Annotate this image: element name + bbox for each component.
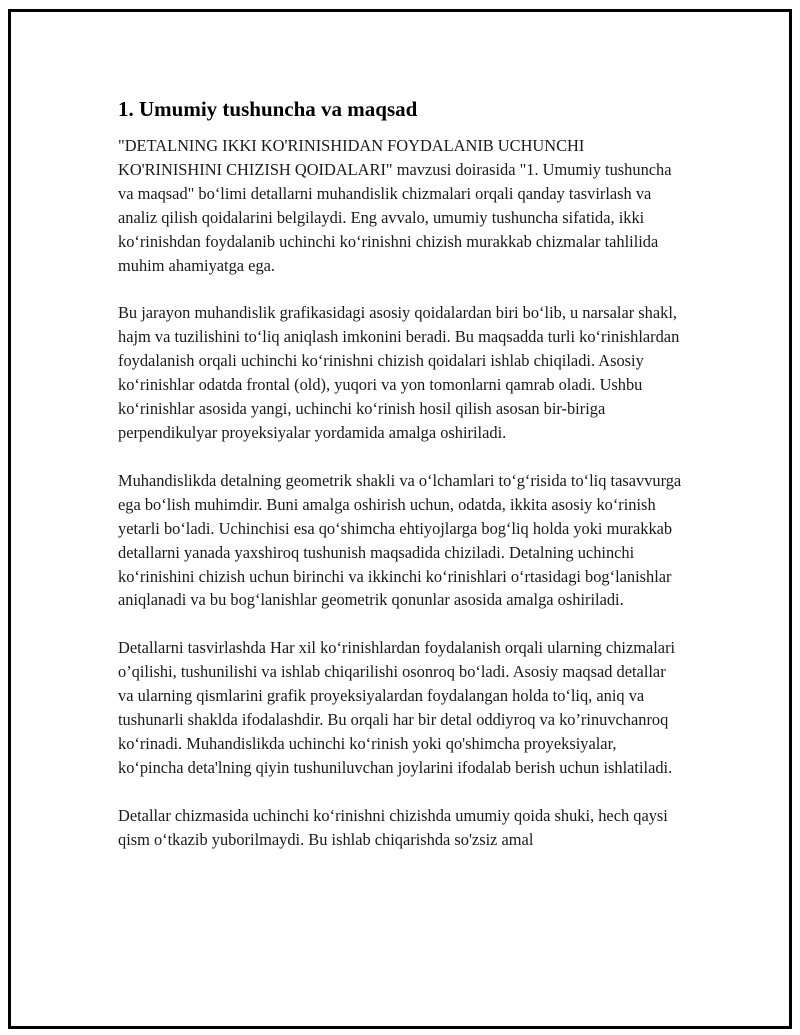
paragraph-3: Muhandislikda detalning geometrik shakli va o‘lchamlari to‘g‘risida to‘liq tasavvurga ega bo‘lish muhimdir. Buni amalga oshirish uchun, odatda, ikkita asosiy ko‘rinish yetarli bo‘ladi. Uchinchisi esa qo‘shimcha ehtiyojlarga bog‘liq holda yoki murakkab detallarni yanada yaxshiroq tushunish maqsadida chiziladi. Detalning uchinchi ko‘rinishini chizish uchun birinchi va ikkinchi ko‘rinishlari o‘rtasidagi bog‘lanishlar aniqlanadi va bu bog‘lanishlar geometrik qonunlar asosida amalga oshiriladi. (118, 470, 682, 610)
paragraph-5: Detallar chizmasida uchinchi ko‘rinishni chizishda umumiy qoida shuki, hech qaysi qism o‘tkazib yuborilmaydi. Bu ishlab chiqarishda so'zsiz amal (118, 805, 668, 849)
paragraph-4: Detallarni tasvirlashda Har xil ko‘rinishlardan foydalanish orqali ularning chizmalari o’qilishi, tushunilishi va ishlab chiqarilishi osonroq bo‘ladi. Asosiy maqsad detallar va ularning qismlarini grafik proyeksiyalardan foydalangan holda to‘liq, aniq va tushunarli shaklda ifodalashdir. Bu orqali har bir detal oddiyroq va ko’rinuvchanroq ko‘rinadi. Muhandislikda uchinchi ko‘rinish yoki qo'shimcha proyeksiyalar, ko‘pincha deta'lning qiyin tushuniluvchan joylarini ifodalab berish uchun ishlatiladi. (118, 638, 676, 777)
document-body (118, 94, 683, 876)
paragraph-2: Bu jarayon muhandislik grafikasidagi asosiy qoidalardan biri bo‘lib, u narsalar shakl, hajm va tuzilishini to‘liq aniqlash imkonini beradi. Bu maqsadda turli ko‘rinishlardan foydalanish orqali uchinchi ko‘rinishni chizish qoidalari ishlab chiqiladi. Asosiy ko‘rinishlar odatda frontal (old), yuqori va yon tomonlarni qamrab oladi. Ushbu ko‘rinishlar asosida yangi, uchinchi ko‘rinish hosil qilish asosan bir-biriga perpendikulyar proyeksiyalar yordamida amalga oshiriladi. (118, 303, 680, 442)
paragraph-1: "DETALNING IKKI KO'RINISHIDAN FOYDALANIB UCHUNCHI KO'RINISHINI CHIZISH QOIDALARI" mavzusi doirasida "1. Umumiy tushuncha va maqsad" bo‘limi detallarni muhandislik chizmalari orqali qanday tasvirlash va analiz qilish qoidalarini belgilaydi. Eng avvalo, umumiy tushuncha sifatida, ikki ko‘rinishdan foydalanib uchinchi ko‘rinishni chizish murakkab chizmalar tahlilida muhim ahamiyatga ega. (118, 136, 672, 275)
page-frame (8, 9, 792, 1029)
section-heading: 1. Umumiy tushuncha va maqsad (118, 97, 418, 121)
